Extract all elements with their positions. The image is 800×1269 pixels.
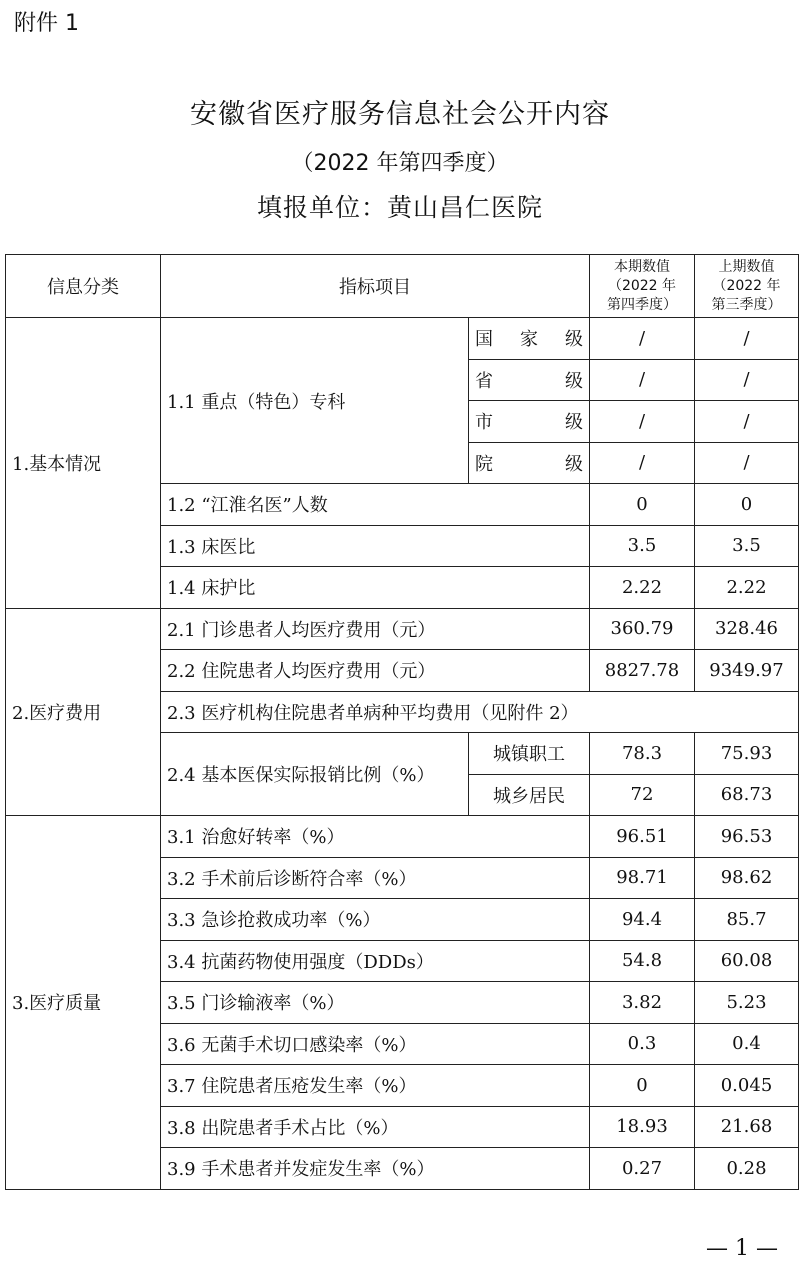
category-quality: 3.医疗质量	[6, 816, 161, 1190]
level-hospital: 院 级	[469, 442, 590, 484]
value-current: 360.79	[590, 608, 695, 650]
value-previous: 75.93	[695, 733, 799, 775]
attachment-label: 附件 1	[14, 11, 79, 36]
item-label: 3.8 出院患者手术占比（%）	[161, 1106, 590, 1148]
insurance-urban-rural-resident: 城乡居民	[469, 774, 590, 816]
item-label: 3.1 治愈好转率（%）	[161, 816, 590, 858]
header-previous-line3: 第三季度）	[711, 296, 782, 313]
document-title: 安徽省医疗服务信息社会公开内容	[190, 99, 610, 130]
header-previous	[695, 255, 799, 318]
value-current: 0	[590, 1065, 695, 1107]
value-current: 3.82	[590, 982, 695, 1024]
value-previous: 96.53	[695, 816, 799, 858]
indicator-table	[5, 254, 799, 1190]
value-previous: 0.045	[695, 1065, 799, 1107]
value-current: 78.3	[590, 733, 695, 775]
header-item: 指标项目	[161, 255, 590, 318]
item-label: 3.6 无菌手术切口感染率（%）	[161, 1023, 590, 1065]
level-provincial: 省 级	[469, 359, 590, 401]
item-insurance-ratio: 2.4 基本医保实际报销比例（%）	[161, 733, 469, 816]
value-current: /	[590, 401, 695, 443]
value-previous: 3.5	[695, 525, 799, 567]
document-period: （2022 年第四季度）	[291, 151, 509, 176]
table-row	[6, 318, 799, 360]
item-label: 3.3 急诊抢救成功率（%）	[161, 899, 590, 941]
value-current: 2.22	[590, 567, 695, 609]
value-current: 0.27	[590, 1148, 695, 1190]
value-previous: 85.7	[695, 899, 799, 941]
value-previous: 5.23	[695, 982, 799, 1024]
value-current: /	[590, 359, 695, 401]
item-label: 1.3 床医比	[161, 525, 590, 567]
value-current: 94.4	[590, 899, 695, 941]
page-number: — 1 —	[706, 1236, 778, 1261]
level-national: 国家级	[469, 318, 590, 360]
value-previous: 21.68	[695, 1106, 799, 1148]
item-key-specialty: 1.1 重点（特色）专科	[161, 318, 469, 484]
value-previous: /	[695, 442, 799, 484]
value-previous: /	[695, 318, 799, 360]
header-current	[590, 255, 695, 318]
item-label: 1.4 床护比	[161, 567, 590, 609]
value-current: 0.3	[590, 1023, 695, 1065]
item-label: 3.4 抗菌药物使用强度（DDDs）	[161, 940, 590, 982]
header-previous-line2: （2022 年	[712, 277, 781, 294]
value-previous: 9349.97	[695, 650, 799, 692]
header-current-line1: 本期数值	[614, 258, 670, 275]
value-previous: 0.4	[695, 1023, 799, 1065]
item-note-single-disease: 2.3 医疗机构住院患者单病种平均费用（见附件 2）	[161, 691, 799, 733]
value-previous: 98.62	[695, 857, 799, 899]
item-label: 3.5 门诊输液率（%）	[161, 982, 590, 1024]
table-row	[6, 816, 799, 858]
value-current: 54.8	[590, 940, 695, 982]
item-label: 1.2 “江淮名医”人数	[161, 484, 590, 526]
header-category: 信息分类	[6, 255, 161, 318]
item-label: 3.7 住院患者压疮发生率（%）	[161, 1065, 590, 1107]
value-previous: 0	[695, 484, 799, 526]
header-current-line3: 第四季度）	[607, 296, 677, 313]
value-previous: 60.08	[695, 940, 799, 982]
value-current: /	[590, 442, 695, 484]
item-label: 3.2 手术前后诊断符合率（%）	[161, 857, 590, 899]
item-label: 2.1 门诊患者人均医疗费用（元）	[161, 608, 590, 650]
value-current: 8827.78	[590, 650, 695, 692]
value-current: 72	[590, 774, 695, 816]
value-previous: /	[695, 359, 799, 401]
value-previous: /	[695, 401, 799, 443]
value-current: 0	[590, 484, 695, 526]
insurance-urban-employee: 城镇职工	[469, 733, 590, 775]
category-cost: 2.医疗费用	[6, 608, 161, 816]
value-current: 96.51	[590, 816, 695, 858]
reporting-unit: 填报单位：黄山昌仁医院	[256, 193, 543, 222]
header-current-line2: （2022 年	[607, 277, 677, 294]
value-current: /	[590, 318, 695, 360]
value-current: 3.5	[590, 525, 695, 567]
value-current: 18.93	[590, 1106, 695, 1148]
item-label: 2.2 住院患者人均医疗费用（元）	[161, 650, 590, 692]
value-previous: 68.73	[695, 774, 799, 816]
level-city: 市 级	[469, 401, 590, 443]
category-basic: 1.基本情况	[6, 318, 161, 609]
value-previous: 0.28	[695, 1148, 799, 1190]
item-label: 3.9 手术患者并发症发生率（%）	[161, 1148, 590, 1190]
value-current: 98.71	[590, 857, 695, 899]
table-row	[6, 608, 799, 650]
table-header-row	[6, 255, 799, 318]
value-previous: 2.22	[695, 567, 799, 609]
value-previous: 328.46	[695, 608, 799, 650]
header-previous-line1: 上期数值	[718, 258, 775, 275]
